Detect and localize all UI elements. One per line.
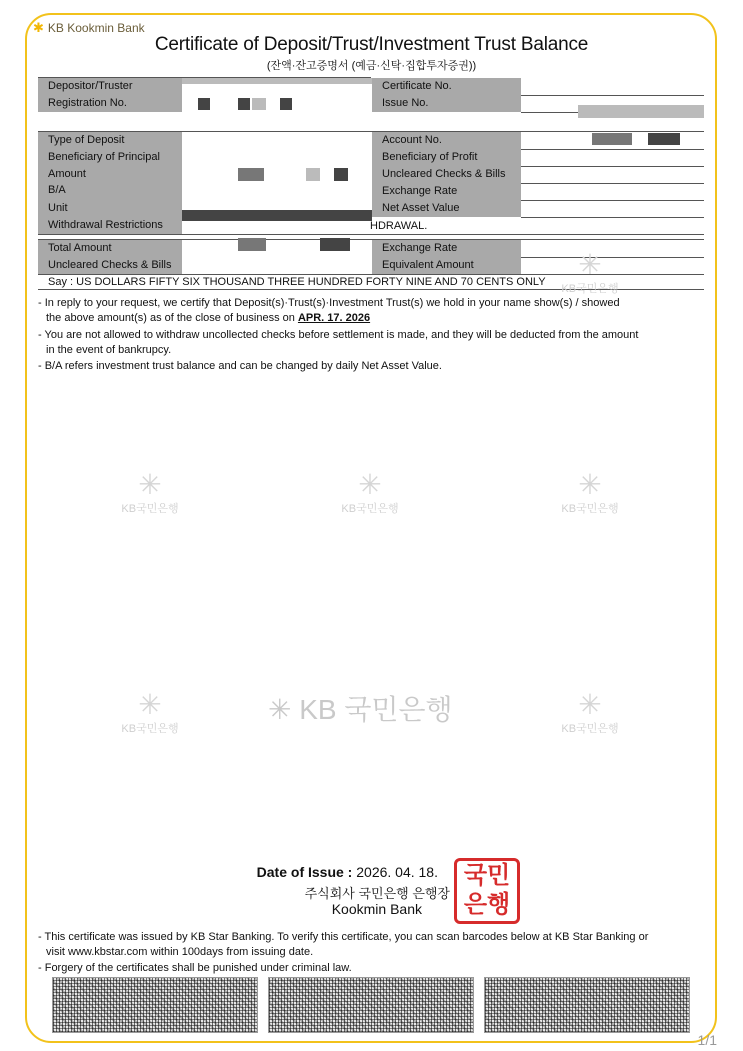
page-number: 1/1: [697, 1032, 717, 1048]
redaction-block: [578, 105, 704, 118]
table-rule: [521, 200, 704, 201]
table-rule: [38, 131, 704, 132]
exchange-rate-label-2: Exchange Rate: [372, 240, 521, 257]
watermark-text: KB국민은행: [121, 503, 179, 515]
redaction-block: [182, 78, 372, 84]
balance-date: APR. 17. 2026: [297, 312, 371, 324]
redaction-block: [238, 238, 266, 251]
kb-star-icon: ✱: [33, 20, 44, 35]
watermark: [110, 690, 190, 736]
unit-label: Unit: [38, 200, 182, 217]
account-no-label: Account No.: [372, 132, 521, 149]
footer-note-1: [38, 930, 688, 960]
table-rule: [521, 166, 704, 167]
watermark: [550, 690, 630, 736]
watermark-text: KB국민은행: [121, 723, 179, 735]
watermark-large: [268, 688, 453, 728]
amount-in-words: Say : US DOLLARS FIFTY SIX THOUSAND THREE HUNDRED FORTY NINE AND 70 CENTS ONLY: [48, 276, 546, 288]
table-rule: [38, 234, 704, 235]
note-1-text: the above amount(s) as of the close of business on: [46, 312, 295, 324]
footer-note-1-line-a: - This certificate was issued by KB Star Banking. To verify this certificate, you can scan barcodes below at KB Star Banking or: [38, 931, 649, 943]
net-asset-value-label: Net Asset Value: [372, 200, 521, 217]
equivalent-amount-label: Equivalent Amount: [372, 257, 521, 274]
watermark: [550, 470, 630, 516]
watermark-text: KB국민은행: [561, 283, 619, 295]
watermark-large-text: KB 국민은행: [299, 694, 453, 725]
beneficiary-profit-label: Beneficiary of Profit: [372, 149, 521, 166]
note-2: [38, 328, 688, 358]
redaction-block: [280, 98, 292, 110]
table-rule: [521, 95, 704, 96]
redaction-block: [592, 133, 632, 145]
kb-star-icon: ✳: [578, 469, 602, 500]
redaction-block: [198, 98, 210, 110]
verification-barcode: [484, 977, 690, 1033]
kb-star-icon: ✳: [578, 249, 602, 280]
amount-label: [38, 166, 182, 200]
kb-star-icon: ✳: [268, 694, 300, 725]
table-rule: [521, 183, 704, 184]
note-1-line-b: [38, 311, 688, 326]
redaction-block: [334, 168, 348, 181]
note-3: - B/A refers investment trust balance and can be changed by daily Net Asset Value.: [38, 360, 442, 372]
exchange-rate-label: Exchange Rate: [372, 183, 521, 200]
watermark-text: KB국민은행: [341, 503, 399, 515]
bank-logo-text: KB Kookmin Bank: [47, 21, 145, 35]
beneficiary-principal-label: Beneficiary of Principal: [38, 149, 182, 166]
verification-barcode: [52, 977, 258, 1033]
redaction-block: [252, 98, 266, 110]
table-rule: [521, 149, 704, 150]
issue-no-label: Issue No.: [372, 95, 521, 112]
depositor-label: Depositor/Truster: [38, 78, 182, 95]
footer-note-1-line-b: visit www.kbstar.com within 100days from issuing date.: [46, 946, 314, 958]
certificate-no-label: Certificate No.: [372, 78, 521, 95]
redaction-block: [648, 133, 680, 145]
date-of-issue-value: 2026. 04. 18.: [356, 864, 438, 880]
table-rule: [521, 217, 704, 218]
watermark: [110, 470, 190, 516]
note-1-line-a: - In reply to your request, we certify that Deposit(s)·Trust(s)·Investment Trust(s) we hold in your name show(s) / showed: [38, 297, 620, 309]
watermark-text: KB국민은행: [561, 723, 619, 735]
date-of-issue: [200, 864, 438, 880]
watermark-text: KB국민은행: [561, 503, 619, 515]
note-1: [38, 296, 688, 326]
note-2-line-b: in the event of bankrupcy.: [46, 344, 172, 356]
redaction-block: [306, 168, 320, 181]
kb-star-icon: ✳: [578, 689, 602, 720]
redaction-block: [238, 168, 264, 181]
seal-line-2: 은행: [463, 891, 511, 918]
issuer-english-name: Kookmin Bank: [331, 901, 422, 917]
note-2-line-a: - You are not allowed to withdraw uncollected checks before settlement is made, and they will be deducted from the amount: [38, 329, 639, 341]
footer-note-2: - Forgery of the certificates shall be punished under criminal law.: [38, 962, 352, 974]
type-of-deposit-label: Type of Deposit: [38, 132, 182, 149]
total-amount-label: Total Amount: [38, 240, 182, 257]
redaction-block: [320, 238, 350, 251]
uncleared-checks-label: Uncleared Checks & Bills: [372, 166, 521, 183]
date-of-issue-label: Date of Issue :: [256, 864, 353, 880]
redaction-block: [182, 210, 372, 221]
document-subtitle: (잔액·잔고증명서 (예금·신탁·집합투자증권)): [266, 60, 477, 72]
verification-barcode: [268, 977, 474, 1033]
withdrawal-value: HDRAWAL.: [370, 220, 428, 232]
watermark: [550, 250, 630, 296]
document-title: Certificate of Deposit/Trust/Investment Trust Balance: [154, 34, 589, 55]
registration-label: Registration No.: [38, 95, 182, 112]
kb-star-icon: ✳: [138, 469, 162, 500]
table-rule: [38, 239, 704, 240]
kb-star-icon: ✳: [358, 469, 382, 500]
amount-label-text: Amount: [48, 168, 86, 180]
uncleared-checks-label-2: Uncleared Checks & Bills: [38, 257, 182, 274]
watermark: [330, 470, 410, 516]
kb-star-icon: ✳: [138, 689, 162, 720]
withdrawal-restrictions-label: Withdrawal Restrictions: [38, 217, 182, 234]
seal-line-1: 국민: [463, 862, 511, 889]
bank-seal: [454, 858, 520, 924]
redaction-block: [238, 98, 250, 110]
ba-label-text: B/A: [48, 184, 66, 196]
issuer-korean-name: 주식회사 국민은행 은행장: [304, 886, 450, 901]
